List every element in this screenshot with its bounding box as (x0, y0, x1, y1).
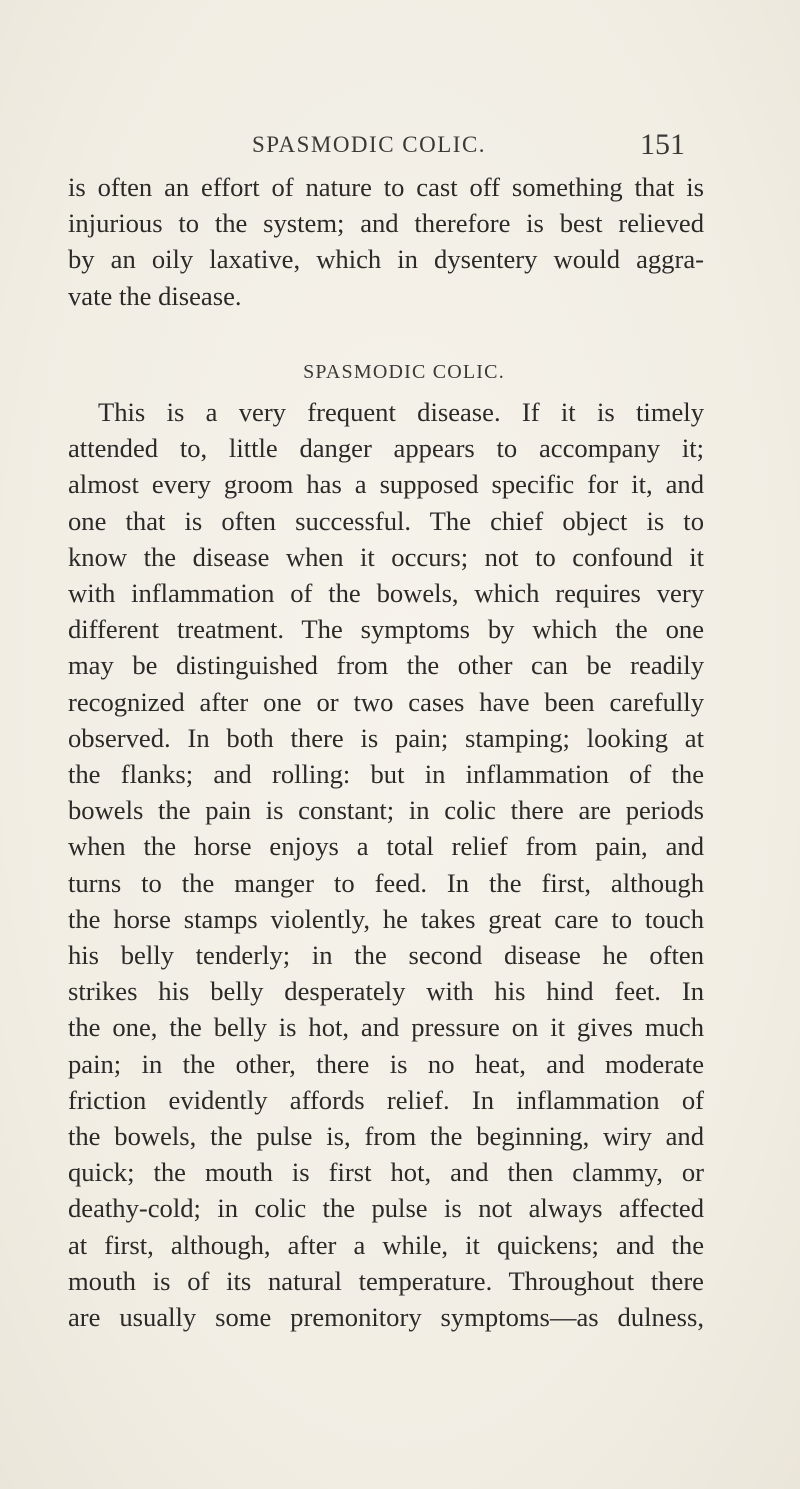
text-line: the bowels, the pulse is, from the beginning, wiry and (68, 1121, 704, 1152)
text-line: almost every groom has a supposed specific for it, and (68, 469, 704, 500)
text-line: injurious to the system; and therefore is best relieved (68, 208, 704, 239)
running-header (0, 128, 800, 168)
text-line: friction evidently affords relief. In inflammation of (68, 1084, 704, 1115)
text-line: bowels the pain is constant; in colic there are periods (68, 795, 704, 826)
text-line: with inflammation of the bowels, which requires very (68, 578, 704, 609)
text-line: turns to the manger to feed. In the first, although (68, 867, 704, 898)
section-heading: SPASMODIC COLIC. (303, 361, 505, 383)
text-line: the one, the belly is hot, and pressure on it gives much (68, 1012, 704, 1043)
text-line: observed. In both there is pain; stamping; looking at (68, 722, 704, 753)
text-line: This is a very frequent disease. If it is timely (98, 397, 704, 427)
text-line: are usually some premonitory symptoms—as dulness, (68, 1302, 704, 1333)
text-line: recognized after one or two cases have been carefully (68, 686, 704, 717)
text-line: when the horse enjoys a total relief from pain, and (68, 831, 704, 862)
text-line: the flanks; and rolling: but in inflammation of the (68, 759, 704, 790)
text-line: strikes his belly desperately with his hind feet. In (68, 976, 704, 1007)
text-line: the horse stamps violently, he takes great care to touch (68, 903, 704, 934)
text-line: different treatment. The symptoms by which the one (68, 614, 704, 645)
text-line: attended to, little danger appears to accompany it; (68, 433, 704, 464)
text-line: at first, although, after a while, it quickens; and the (68, 1229, 704, 1260)
text-line: mouth is of its natural temperature. Throughout there (68, 1265, 704, 1296)
page-number: 151 (640, 128, 685, 161)
text-line: quick; the mouth is first hot, and then clammy, or (68, 1157, 704, 1188)
text-line: pain; in the other, there is no heat, and moderate (68, 1048, 704, 1079)
paragraph-continued (68, 169, 704, 314)
running-title: SPASMODIC COLIC. (252, 132, 487, 157)
text-line: know the disease when it occurs; not to confound it (68, 541, 704, 572)
text-line: vate the disease. (68, 280, 242, 311)
text-line: one that is often successful. The chief object is to (68, 505, 704, 536)
text-line: is often an effort of nature to cast off something that is (68, 172, 704, 202)
paragraph-spasmodic-colic (68, 394, 704, 1335)
text-line: his belly tenderly; in the second disease he often (68, 940, 704, 971)
text-line: deathy-cold; in colic the pulse is not always affected (68, 1193, 704, 1224)
text-line: may be distinguished from the other can be readily (68, 650, 704, 681)
text-line: by an oily laxative, which in dysentery would aggra- (68, 244, 704, 275)
